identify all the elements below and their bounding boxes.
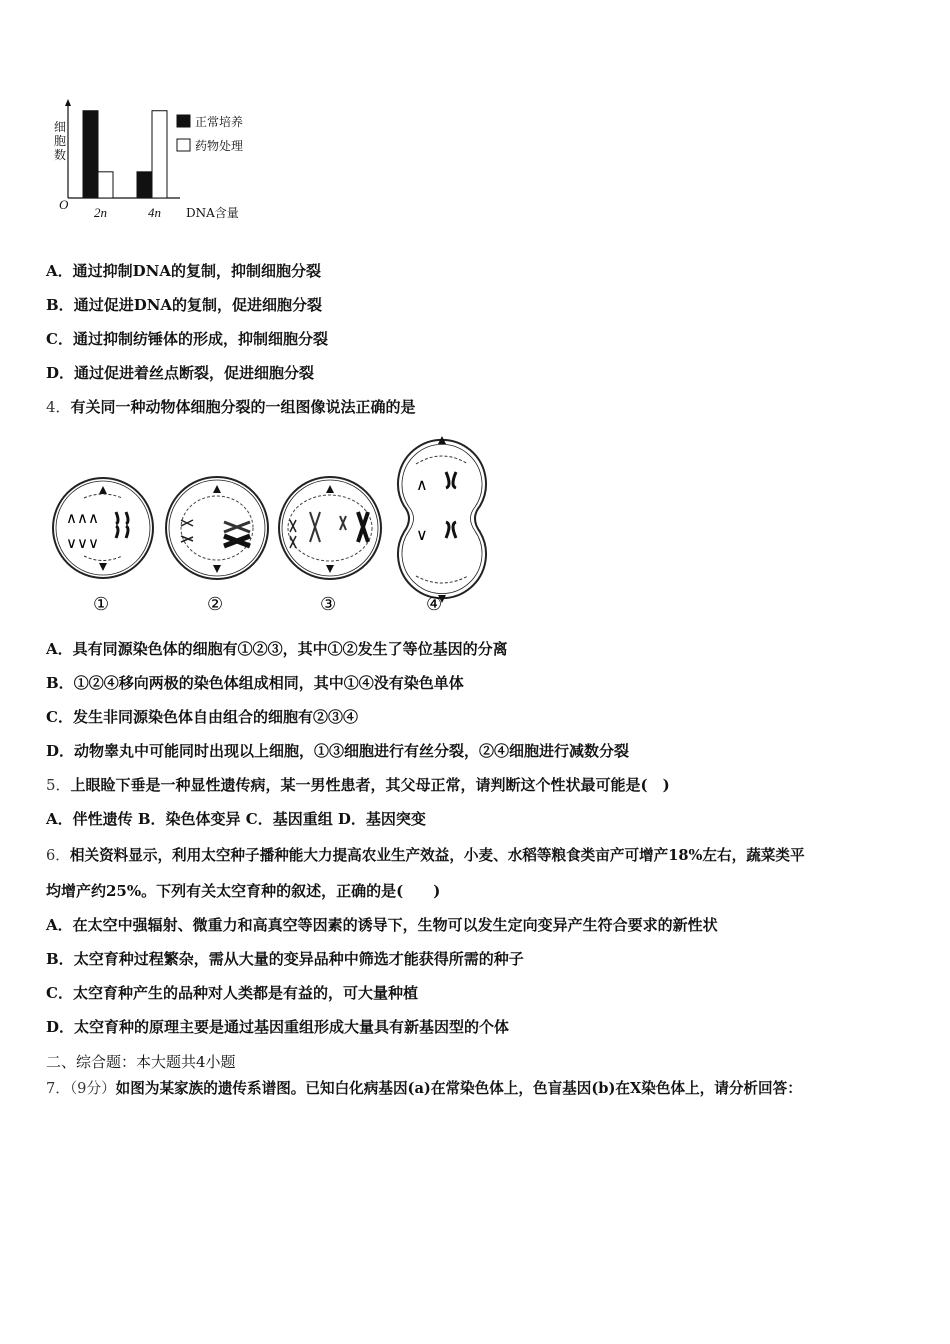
q4-option-c: C．发生非同源染色体自由组合的细胞有②③④: [46, 708, 358, 726]
cell-figure-1: [53, 478, 153, 578]
chart-ylabel-3: 数: [54, 148, 67, 162]
figure-label-2: ②: [207, 594, 224, 615]
bar-4n-drug: [152, 111, 167, 198]
x-tick-2n: 2n: [94, 205, 107, 220]
svg-text:∨: ∨: [416, 525, 428, 544]
q3-option-a: A．通过抑制DNA的复制，抑制细胞分裂: [46, 262, 321, 280]
bar-2n-normal: [83, 111, 98, 198]
cell-figure-4: [395, 428, 489, 603]
chart-xlabel: DNA含量: [186, 206, 239, 220]
legend-swatch-normal: [177, 115, 190, 127]
svg-text:∨∨∨: ∨∨∨: [66, 534, 99, 552]
section-2-heading: 二、综合题：本大题共4小题: [46, 1053, 236, 1071]
chart-ylabel-1: 细: [54, 120, 67, 134]
legend-label-drug: 药物处理: [195, 139, 244, 153]
q6-stem-line2: 均增产约25%。下列有关太空育种的叙述，正确的是( ): [46, 882, 441, 900]
figure-label-4: ④: [426, 594, 443, 615]
dna-content-bar-chart: [44, 96, 274, 226]
chart-y-arrow: [65, 99, 71, 106]
cell-division-figures: [44, 428, 494, 618]
cell-figure-2: [166, 477, 268, 579]
svg-text:∧: ∧: [416, 475, 428, 494]
q5-options: A．伴性遗传 B．染色体变异 C．基因重组 D．基因突变: [46, 810, 426, 828]
q4-option-b: B．①②④移向两极的染色体组成相同，其中①④没有染色单体: [46, 674, 464, 692]
q6-option-a: A．在太空中强辐射、微重力和高真空等因素的诱导下，生物可以发生定向变异产生符合要求的新性状: [46, 916, 718, 934]
x-tick-4n: 4n: [148, 205, 161, 220]
q6-option-b: B．太空育种过程繁杂，需从大量的变异品种中筛选才能获得所需的种子: [46, 950, 524, 968]
q6-stem-line1: 6．相关资料显示，利用太空种子播种能大力提高农业生产效益，小麦、水稻等粮食类亩产可增产18%左右，蔬菜类平: [46, 847, 805, 864]
q3-option-d: D．通过促进着丝点断裂，促进细胞分裂: [46, 364, 315, 382]
bar-2n-drug: [98, 172, 113, 198]
figure-label-1: ①: [93, 594, 110, 615]
q4-option-d: D．动物睾丸中可能同时出现以上细胞，①③细胞进行有丝分裂，②④细胞进行减数分裂: [46, 742, 630, 760]
q3-option-b: B．通过促进DNA的复制，促进细胞分裂: [46, 296, 323, 314]
q4-stem: 4．有关同一种动物体细胞分裂的一组图像说法正确的是: [46, 398, 416, 416]
q3-option-c: C．通过抑制纺锤体的形成，抑制细胞分裂: [46, 330, 328, 348]
cell-figure-3: [279, 477, 381, 579]
q7-stem: 7．（9分）如图为某家族的遗传系谱图。已知白化病基因(a)在常染色体上，色盲基因(b)在X染色体上，请分析回答：: [46, 1080, 802, 1097]
figure-label-3: ③: [320, 594, 337, 615]
chart-ylabel-2: 胞: [54, 134, 67, 148]
q6-option-c: C．太空育种产生的品种对人类都是有益的，可大量种植: [46, 984, 418, 1002]
q5-stem: 5．上眼睑下垂是一种显性遗传病，某一男性患者，其父母正常，请判断这个性状最可能是( ): [46, 776, 670, 794]
chart-origin: O: [59, 197, 69, 212]
q4-option-a: A．具有同源染色体的细胞有①②③，其中①②发生了等位基因的分离: [46, 640, 508, 658]
legend-swatch-drug: [177, 139, 190, 151]
legend-label-normal: 正常培养: [195, 115, 244, 129]
bar-4n-normal: [137, 172, 152, 198]
q6-option-d: D．太空育种的原理主要是通过基因重组形成大量具有新基因型的个体: [46, 1018, 510, 1036]
svg-text:∧∧∧: ∧∧∧: [66, 509, 99, 527]
